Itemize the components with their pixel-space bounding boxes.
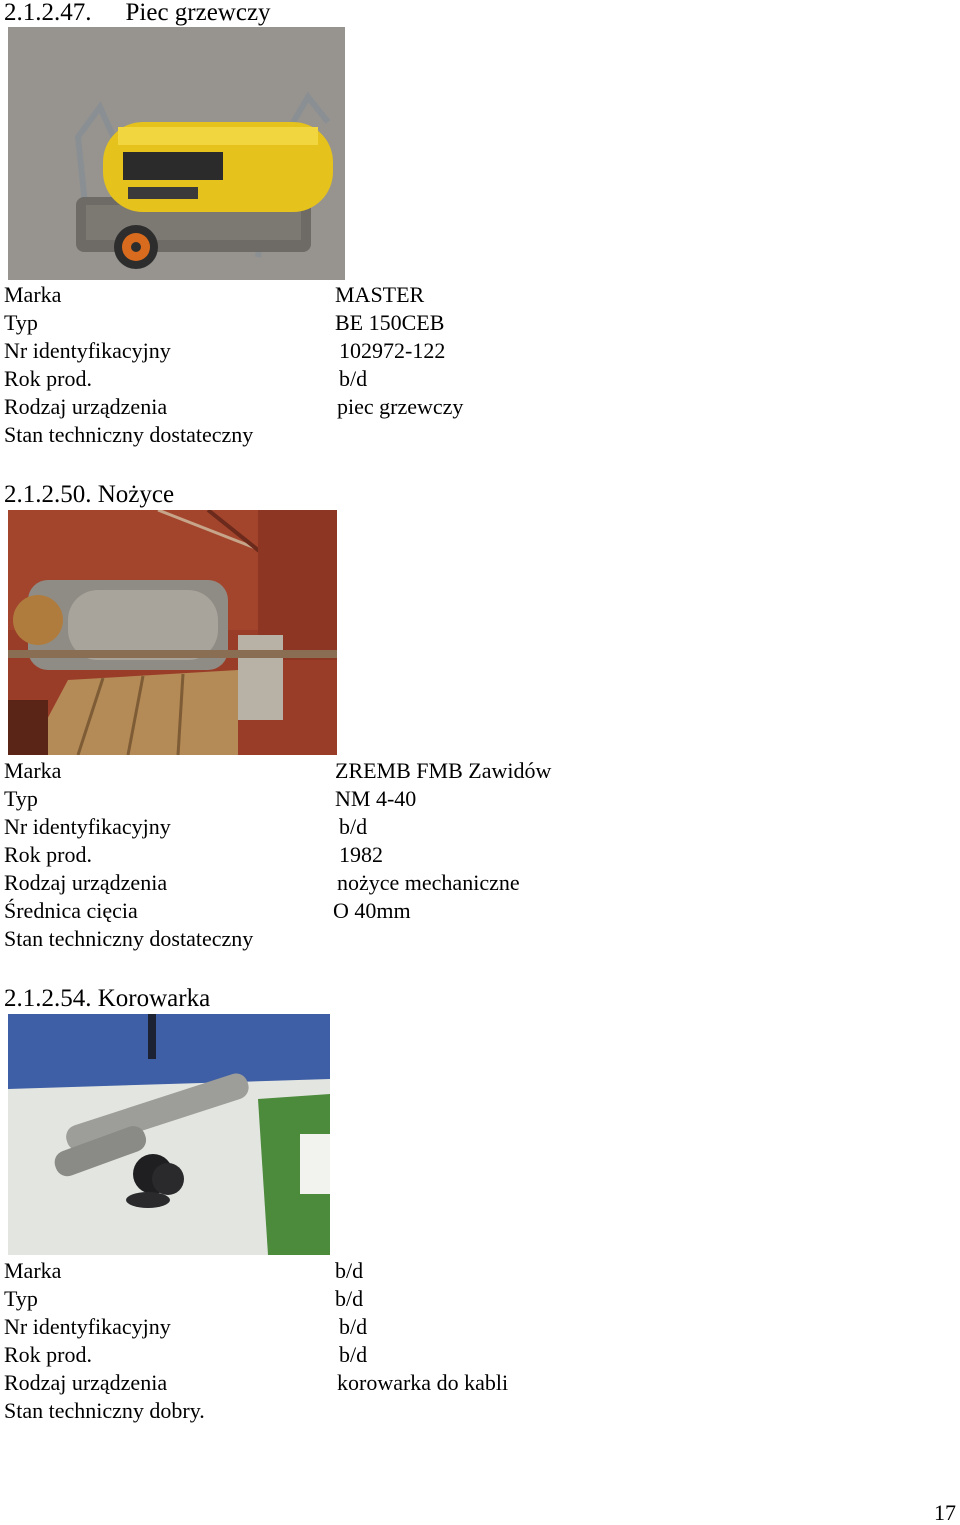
section-2-row-1-value: ZREMB FMB Zawidów [335, 758, 552, 783]
section-1-number: 2.1.2.47. [4, 0, 92, 26]
section-2-row-6-value: O 40mm [333, 898, 411, 923]
section-3-row-3-label: Nr identyfikacyjny [4, 1314, 171, 1339]
section-3-row-5-value: korowarka do kabli [337, 1370, 509, 1395]
section-2-title: Nożyce [97, 481, 175, 508]
section-2-row-3-value: b/d [339, 814, 368, 839]
section-3-row-5-label: Rodzaj urządzenia [4, 1370, 168, 1395]
section-3-row-2-label: Typ [4, 1286, 38, 1311]
section-1-row-4-label: Rok prod. [4, 366, 92, 391]
section-2-row-4-label: Rok prod. [4, 842, 92, 867]
section-2-row-2-value: NM 4-40 [335, 786, 417, 811]
section-2-row-5-label: Rodzaj urządzenia [4, 870, 168, 895]
section-3-row-2-value: b/d [335, 1286, 364, 1311]
section-2-row-1-label: Marka [4, 758, 62, 783]
section-2-number: 2.1.2.50. [4, 481, 92, 508]
section-3-row-1-label: Marka [4, 1258, 62, 1283]
section-3-row-4-value: b/d [339, 1342, 368, 1367]
section-1-row-2-value: BE 150CEB [335, 310, 445, 335]
section-2-row-6-label: Średnica cięcia [4, 898, 138, 923]
section-2-row-3-label: Nr identyfikacyjny [4, 814, 171, 839]
section-2-heading [4, 482, 174, 507]
section-3-number: 2.1.2.54. [4, 985, 92, 1012]
section-3-row-1-value: b/d [335, 1258, 364, 1283]
section-1-status: Stan techniczny dostateczny [4, 422, 254, 447]
section-2-row-4-value: 1982 [339, 842, 383, 867]
section-1-row-2-label: Typ [4, 310, 38, 335]
section-1-row-5-label: Rodzaj urządzenia [4, 394, 168, 419]
section-2-row-5-value: nożyce mechaniczne [337, 870, 520, 895]
section-1-row-1-label: Marka [4, 282, 62, 307]
section-3-title: Korowarka [97, 985, 211, 1012]
section-1-row-1-value: MASTER [335, 282, 425, 307]
section-1-heading [4, 0, 271, 25]
section-3-row-4-label: Rok prod. [4, 1342, 92, 1367]
section-1-row-4-value: b/d [339, 366, 368, 391]
section-2-row-2-label: Typ [4, 786, 38, 811]
section-1-row-5-value: piec grzewczy [337, 394, 464, 419]
section-2-status: Stan techniczny dostateczny [4, 926, 254, 951]
shears-photo [8, 510, 337, 755]
section-1-row-3-value: 102972-122 [339, 338, 446, 363]
section-3-row-3-value: b/d [339, 1314, 368, 1339]
section-3-status: Stan techniczny dobry. [4, 1398, 205, 1423]
section-1-title: Piec grzewczy [125, 0, 271, 26]
heater-photo [8, 27, 345, 280]
cable-stripper-photo [8, 1014, 330, 1255]
section-1-row-3-label: Nr identyfikacyjny [4, 338, 171, 363]
section-3-heading [4, 986, 210, 1011]
page-number: 17 [934, 1500, 956, 1525]
